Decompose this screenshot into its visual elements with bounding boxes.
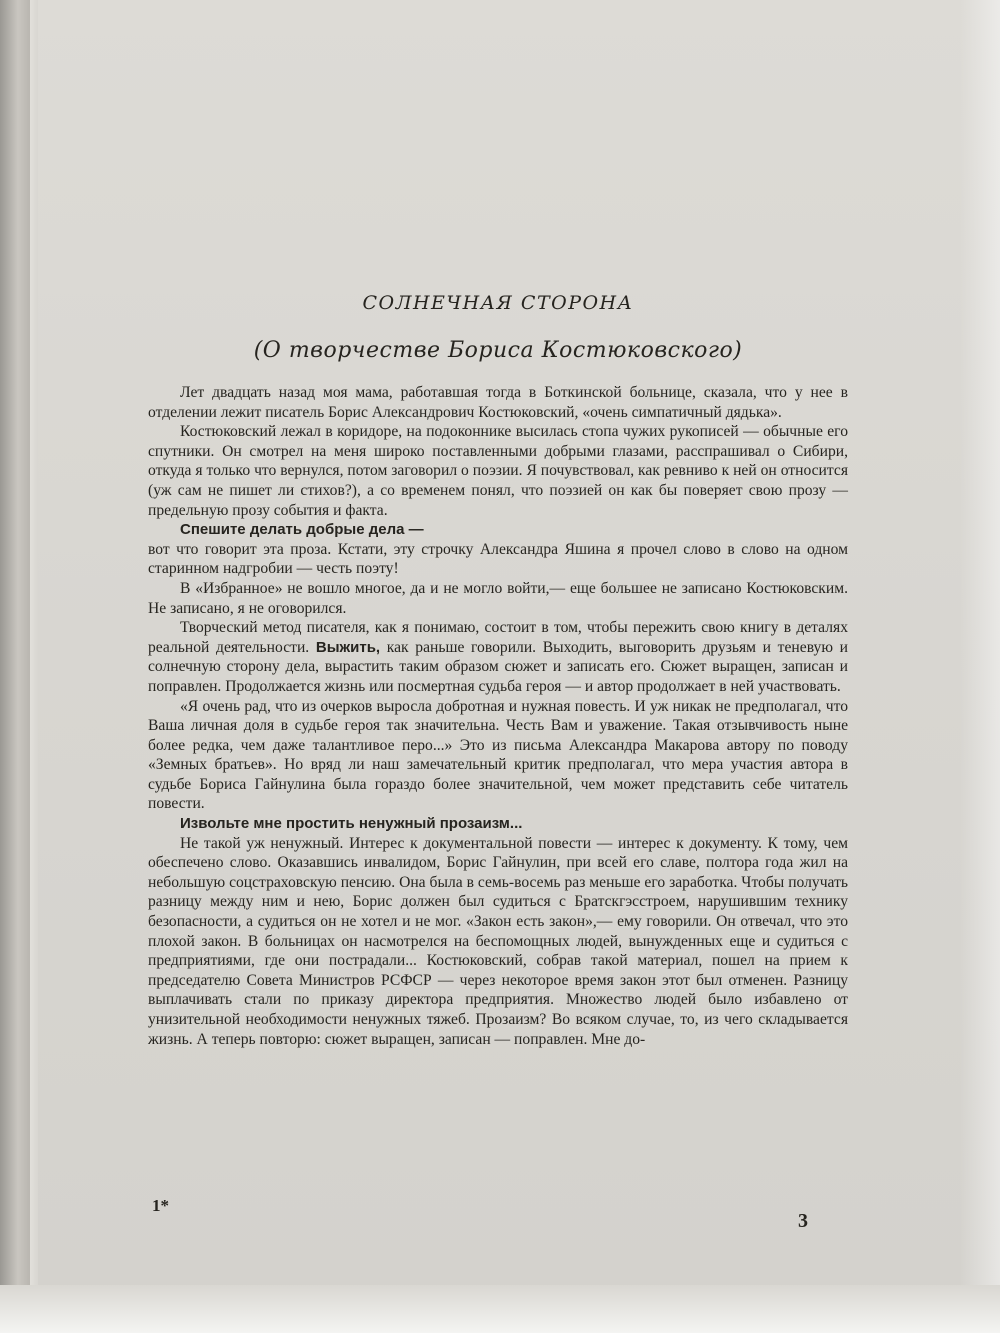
paragraph bbox=[148, 618, 848, 696]
paragraph: «Я очень рад, что из очерков выросла добротная и нужная повесть. И уж никак не предполагал, что Ваша личная доля в судьбе героя так значительна. Честь Вам и уважение. Такая отзывчивость ныне более редка, чем даже талантливое перо...» Это из письма Александра Макарова автору по поводу «Земных братьев». Но вряд ли наш замечательный критик предполагал, что мера участия автора в судьбе Бориса Гайнулина была гораздо более значительной, чем может представить себе читатель повести. bbox=[148, 697, 848, 813]
chapter-title: СОЛНЕЧНАЯ СТОРОНА bbox=[362, 292, 634, 314]
book-page bbox=[38, 0, 1000, 1290]
book-spine-shadow bbox=[0, 0, 30, 1333]
page-gutter bbox=[30, 0, 38, 1333]
paragraph: Не такой уж ненужный. Интерес к документальной повести — интерес к документу. К тому, чем обеспечено слово. Оказавшись инвалидом, Борис Гайнулин, при всей его славе, полтора года жил на небольшую соцстраховскую пенсию. Она была в семь-восемь раз меньше его заработка. Чтобы получать разницу между ним и нею, Борис должен был судиться с Братскгэсстроем, нарушившим технику безопасности, а судиться он не хотел и не мог. «Закон есть закон»,— ему говорили. Он отвечал, что это плохой закон. В больницах он насмотрелся на беспомощных людей, вынужденных еще и судиться с предприятиями, где они пострадали... Костюковский, собрав такой материал, пошел на прием к председателю Совета Министров РСФСР — через некоторое время закон этот был отменен. Разницу выплачивать стали по приказу директора предприятия. Множество людей было избавлено от унизительной необходимости ненужных тяжеб. Прозаизм? Во всяком случае, то, из чего складывается жизнь. А теперь повторю: сюжет выращен, записан — поправлен. Мне до- bbox=[148, 834, 848, 1048]
chapter-subtitle: (О творчестве Бориса Костюковского) bbox=[253, 338, 743, 363]
paragraph: Костюковский лежал в коридоре, на подоконнике высилась стопа чужих рукописей — обычные его спутники. Он смотрел на меня широко поставленными добрыми глазами, расспрашивал о Сибири, откуда я только что вернулся, потом заговорил о поэзии. Я почувствовал, как ревниво к ней он относится (уж сам не пишет ли стихов?), а со временем понял, что поэзией он как бы поверяет свою прозу — предельную прозу события и факта. bbox=[148, 423, 848, 519]
paragraph-text: Творческий метод писателя, как я понимаю, состоит в том, чтобы пережить свою книгу в деталях реальной деятельности. bbox=[148, 619, 848, 656]
paragraph: вот что говорит эта проза. Кстати, эту строчку Александра Яшина я прочел слово в слово на одном старинном надгробии — честь поэту! bbox=[148, 540, 848, 578]
paragraph-text: как раньше говорили. Выходить, выговорить друзьям и теневую и солнечную сторону дела, вырастить таким образом сюжет и записать его. Сюжет выращен, записан и поправлен. Продолжается жизнь или посмертная судьба героя — и автор продолжает в ней участвовать. bbox=[148, 638, 848, 695]
page-edge-highlight bbox=[960, 0, 1000, 1333]
epigraph-line: Спешите делать добрые дела — bbox=[180, 521, 424, 539]
printer-signature-mark: 1* bbox=[152, 1196, 169, 1215]
page-bottom-edge bbox=[0, 1285, 1000, 1333]
emphasized-word: Выжить, bbox=[315, 638, 381, 656]
body-text bbox=[148, 383, 848, 1049]
page-number: 3 bbox=[798, 1210, 808, 1232]
paragraph: Лет двадцать назад моя мама, работавшая тогда в Боткинской больнице, сказала, что у нее в отделении лежит писатель Борис Александрович Костюковский, «очень симпатичный дядька». bbox=[148, 384, 848, 421]
paragraph: В «Избранное» не вошло многое, да и не могло войти,— еще большее не записано Костюковским. Не записано, я не оговорился. bbox=[148, 579, 848, 617]
epigraph-line: Извольте мне простить ненужный прозаизм... bbox=[180, 815, 523, 833]
